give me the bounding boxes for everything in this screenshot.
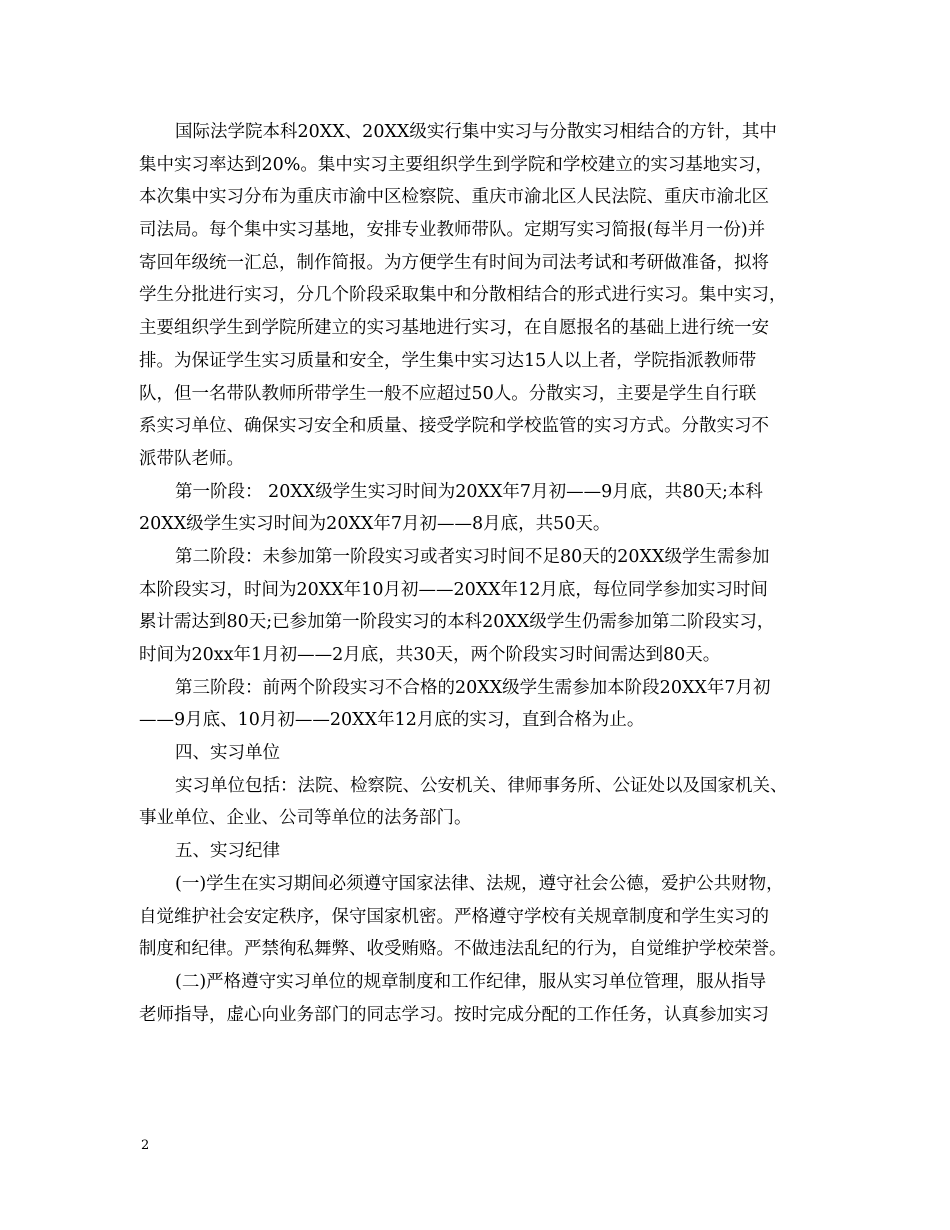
text-line: 时间为20xx年1月初——2月底，共30天，两个阶段实习时间需达到80天。 [139,645,721,665]
text-line: 司法局。每个集中实习基地，安排专业教师带队。定期写实习简报(每半月一份)并 [139,220,766,241]
text-line: 学生分批进行实习，分几个阶段采取集中和分散相结合的形式进行实习。集中实习， [139,285,787,306]
text-line: 排。为保证学生实习质量和安全，学生集中实习达15人以上者，学院指派教师带 [139,350,757,371]
text-line: 实习单位包括：法院、检察院、公安机关、律师事务所、公证处以及国家机关、 [175,775,788,796]
text-line: (二)严格遵守实习单位的规章制度和工作纪律，服从实习单位管理，服从指导 [175,971,767,992]
text-line: 队，但一名带队教师所带学生一般不应超过50人。分散实习，主要是学生自行联 [139,383,757,404]
text-line: 第二阶段：未参加第一阶段实习或者实习时间不足80天的20XX级学生需参加 [175,546,770,567]
text-line: 本阶段实习，时间为20XX年10月初——20XX年12月底，每位同学参加实习时间 [139,579,768,600]
text-line: 派带队老师。 [139,448,244,469]
page-number: 2 [141,1138,150,1153]
text-line: 本次集中实习分布为重庆市渝中区检察院、重庆市渝北区人民法院、重庆市渝北区 [139,187,769,208]
text-line: 事业单位、企业、公司等单位的法务部门。 [139,808,472,829]
text-line: ——9月底、10月初——20XX年12月底的实习，直到合格为止。 [139,710,645,731]
section-heading: 四、实习单位 [175,743,280,764]
text-line: 集中实习率达到20%。集中实习主要组织学生到学院和学校建立的实习基地实习， [139,154,773,175]
text-line: 20XX级学生实习时间为20XX年7月初——8月底，共50天。 [139,514,611,535]
text-line: 第三阶段：前两个阶段实习不合格的20XX级学生需参加本阶段20XX年7月初 [175,677,771,698]
section-heading: 五、实习纪律 [175,841,280,862]
body-text [139,116,829,1031]
text-line: (一)学生在实习期间必须遵守国家法律、法规，遵守社会公德，爱护公共财物， [175,873,784,894]
text-line: 国际法学院本科20XX、20XX级实行集中实习与分散实习相结合的方针，其中 [175,122,777,142]
text-line: 系实习单位、确保实习安全和质量、接受学院和学校监管的实习方式。分散实习不 [139,416,769,437]
text-line: 主要组织学生到学院所建立的实习基地进行实习，在自愿报名的基础上进行统一安 [139,318,769,339]
text-line: 老师指导，虚心向业务部门的同志学习。按时完成分配的工作任务，认真参加实习 [139,1004,769,1025]
text-line: 第一阶段： 20XX级学生实习时间为20XX年7月初——9月底，共80天;本科 [175,481,763,502]
text-line: 寄回年级统一汇总，制作简报。为方便学生有时间为司法考试和考研做准备，拟将 [139,252,769,273]
text-line: 制度和纪律。严禁徇私舞弊、收受贿赂。不做违法乱纪的行为，自觉维护学校荣誉。 [139,939,787,960]
text-line: 累计需达到80天;已参加第一阶段实习的本科20XX级学生仍需参加第二阶段实习， [139,612,775,633]
text-line: 自觉维护社会安定秩序，保守国家机密。严格遵守学校有关规章制度和学生实习的 [139,906,769,927]
